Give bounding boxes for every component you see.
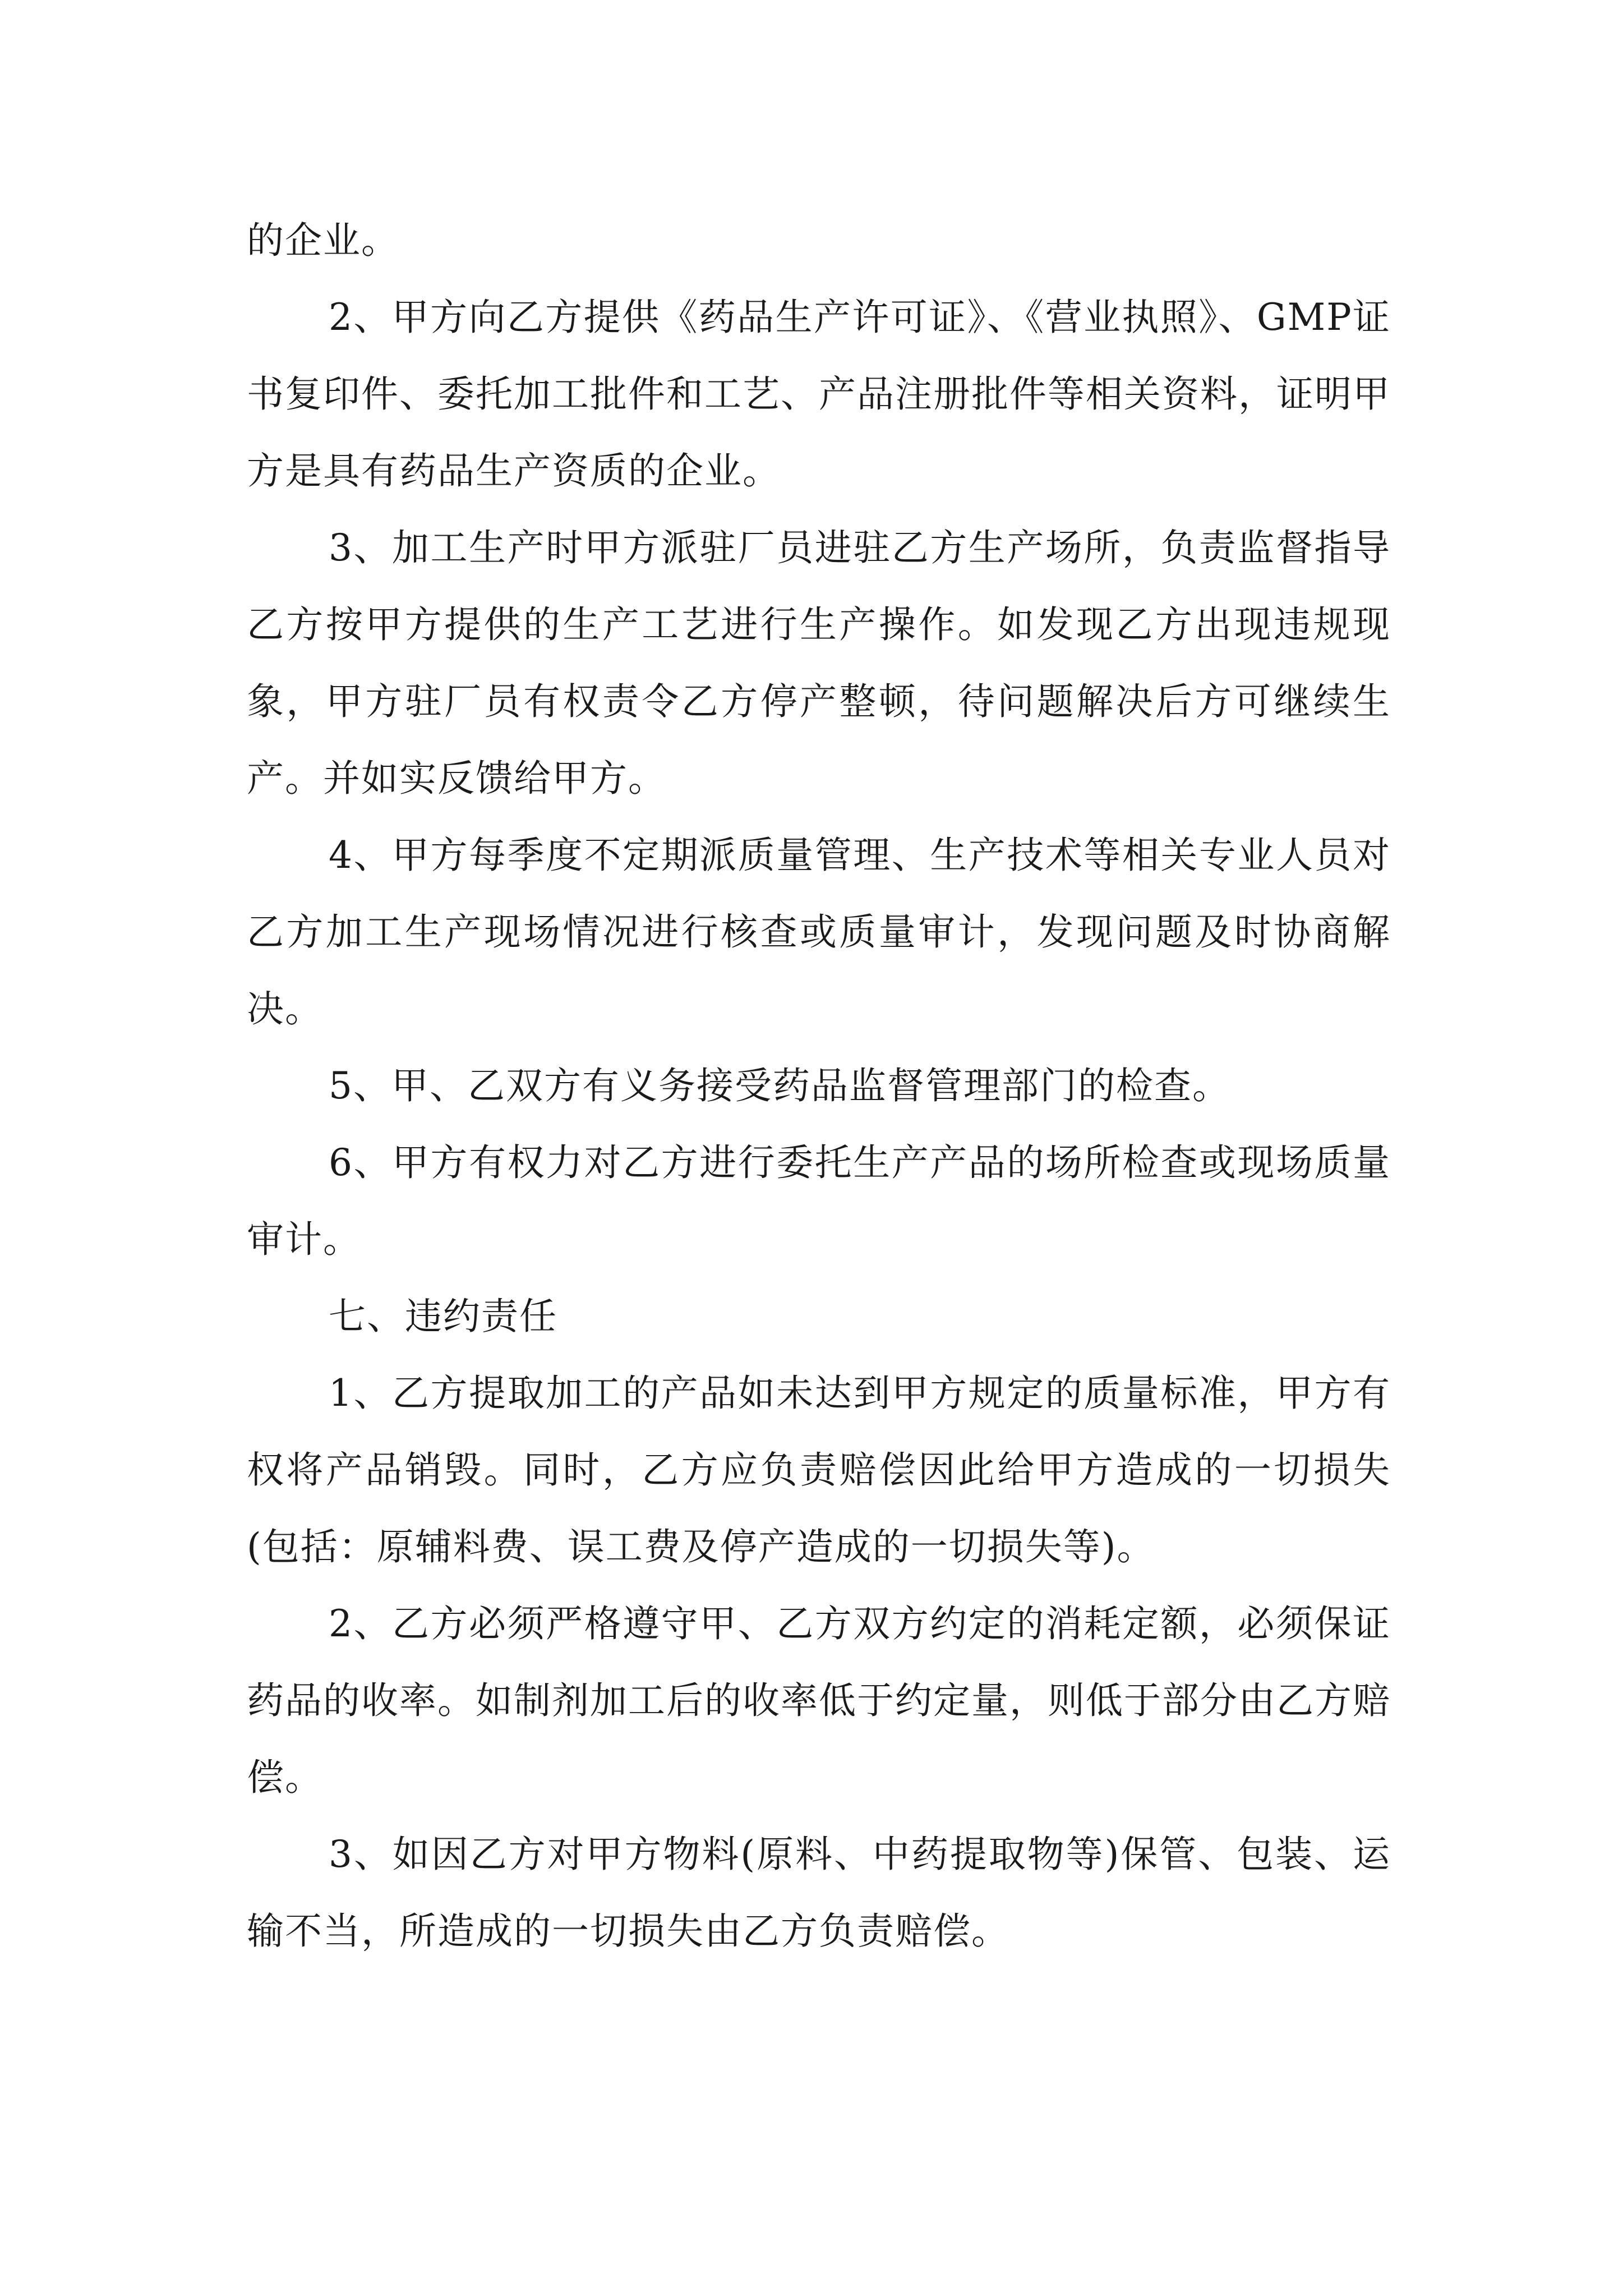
paragraph-breach-3: 3、如因乙方对甲方物料(原料、中药提取物等)保管、包装、运输不当，所造成的一切损失由乙方负责赔偿。 [247, 1833, 1391, 1953]
document-page [247, 202, 1391, 1970]
paragraph-continuation: 的企业。 [247, 219, 399, 262]
section-heading-breach-liability: 七、违约责任 [329, 1295, 557, 1338]
paragraph-clause-6: 6、甲方有权力对乙方进行委托生产产品的场所检查或现场质量审计。 [247, 1141, 1391, 1261]
paragraph-clause-3: 3、加工生产时甲方派驻厂员进驻乙方生产场所，负责监督指导乙方按甲方提供的生产工艺进行生产操作。如发现乙方出现违规现象，甲方驻厂员有权责令乙方停产整顿，待问题解决后方可继续生产。并如实反馈给甲方。 [247, 526, 1391, 800]
paragraph-clause-2: 2、甲方向乙方提供《药品生产许可证》、《营业执照》、GMP证书复印件、委托加工批件和工艺、产品注册批件等相关资料，证明甲方是具有药品生产资质的企业。 [247, 296, 1391, 493]
paragraph-breach-2: 2、乙方必须严格遵守甲、乙方双方约定的消耗定额，必须保证药品的收率。如制剂加工后的收率低于约定量，则低于部分由乙方赔偿。 [247, 1602, 1391, 1799]
paragraph-clause-4: 4、甲方每季度不定期派质量管理、生产技术等相关专业人员对乙方加工生产现场情况进行核查或质量审计，发现问题及时协商解决。 [247, 834, 1391, 1030]
paragraph-breach-1: 1、乙方提取加工的产品如未达到甲方规定的质量标准，甲方有权将产品销毁。同时，乙方应负责赔偿因此给甲方造成的一切损失(包括：原辅料费、误工费及停产造成的一切损失等)。 [247, 1372, 1391, 1568]
paragraph-clause-5: 5、甲、乙双方有义务接受药品监督管理部门的检查。 [329, 1064, 1230, 1107]
